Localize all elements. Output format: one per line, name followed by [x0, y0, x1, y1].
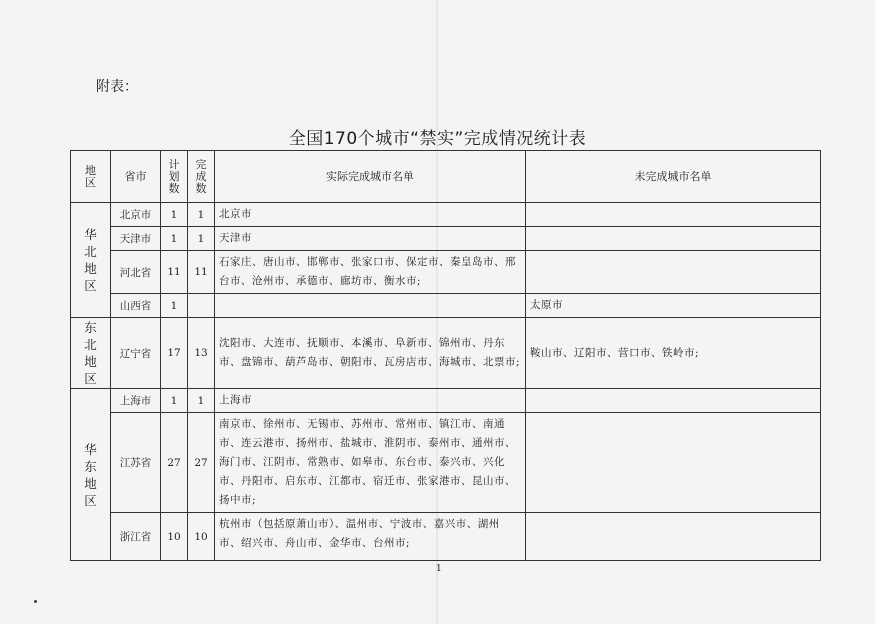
province-cell: 天津市	[111, 227, 161, 251]
province-cell: 河北省	[111, 251, 161, 294]
completed-cell: 11	[188, 251, 215, 294]
region-northeast: 东北地区	[71, 318, 111, 389]
table-row	[71, 294, 821, 318]
undone-cities-cell	[526, 251, 821, 294]
table-row	[71, 389, 821, 413]
undone-cities-cell: 鞍山市、辽阳市、营口市、铁岭市;	[526, 318, 821, 389]
header-planned: 计划数	[161, 151, 188, 203]
region-east: 华东地区	[71, 389, 111, 561]
header-province: 省市	[111, 151, 161, 203]
done-cities-cell: 沈阳市、大连市、抚顺市、本溪市、阜新市、锦州市、丹东市、盘锦市、葫芦岛市、朝阳市、瓦房店市、海城市、北票市;	[215, 318, 526, 389]
undone-cities-cell	[526, 413, 821, 513]
table-row	[71, 203, 821, 227]
completed-cell: 10	[188, 513, 215, 561]
done-cities-cell: 天津市	[215, 227, 526, 251]
done-cities-cell: 北京市	[215, 203, 526, 227]
planned-cell: 1	[161, 389, 188, 413]
planned-cell: 1	[161, 294, 188, 318]
province-cell: 山西省	[111, 294, 161, 318]
table-row	[71, 227, 821, 251]
done-cities-cell: 杭州市（包括原萧山市）、温州市、宁波市、嘉兴市、湖州市、绍兴市、舟山市、金华市、台州市;	[215, 513, 526, 561]
scan-speck	[34, 600, 37, 603]
done-cities-cell: 南京市、徐州市、无锡市、苏州市、常州市、镇江市、南通市、连云港市、扬州市、盐城市、淮阴市、泰州市、通州市、海门市、江阴市、常熟市、如皋市、东台市、泰兴市、兴化市、丹阳市、启东市、江都市、宿迁市、张家港市、昆山市、扬中市;	[215, 413, 526, 513]
header-undone-cities: 未完成城市名单	[526, 151, 821, 203]
done-cities-cell: 上海市	[215, 389, 526, 413]
page-number: 1	[436, 564, 442, 574]
province-cell: 浙江省	[111, 513, 161, 561]
table-row	[71, 413, 821, 513]
planned-cell: 27	[161, 413, 188, 513]
undone-cities-cell: 太原市	[526, 294, 821, 318]
planned-cell: 17	[161, 318, 188, 389]
completed-cell: 1	[188, 389, 215, 413]
header-row	[71, 151, 821, 203]
province-cell: 北京市	[111, 203, 161, 227]
province-cell: 上海市	[111, 389, 161, 413]
undone-cities-cell	[526, 203, 821, 227]
planned-cell: 1	[161, 227, 188, 251]
planned-cell: 11	[161, 251, 188, 294]
statistics-table	[70, 150, 821, 561]
annex-label: 附表：	[96, 79, 138, 95]
completed-cell: 27	[188, 413, 215, 513]
undone-cities-cell	[526, 389, 821, 413]
table-row	[71, 513, 821, 561]
undone-cities-cell	[526, 513, 821, 561]
planned-cell: 1	[161, 203, 188, 227]
region-north: 华北地区	[71, 203, 111, 318]
province-cell: 辽宁省	[111, 318, 161, 389]
completed-cell: 1	[188, 203, 215, 227]
table-title: 全国170个城市“禁实”完成情况统计表	[288, 129, 587, 149]
header-completed: 完成数	[188, 151, 215, 203]
header-region: 地区	[71, 151, 111, 203]
completed-cell: 1	[188, 227, 215, 251]
province-cell: 江苏省	[111, 413, 161, 513]
header-done-cities: 实际完成城市名单	[215, 151, 526, 203]
undone-cities-cell	[526, 227, 821, 251]
done-cities-cell	[215, 294, 526, 318]
completed-cell	[188, 294, 215, 318]
planned-cell: 10	[161, 513, 188, 561]
table-row	[71, 318, 821, 389]
done-cities-cell: 石家庄、唐山市、邯郸市、张家口市、保定市、秦皇岛市、邢台市、沧州市、承德市、廊坊市、衡水市;	[215, 251, 526, 294]
completed-cell: 13	[188, 318, 215, 389]
table-row	[71, 251, 821, 294]
